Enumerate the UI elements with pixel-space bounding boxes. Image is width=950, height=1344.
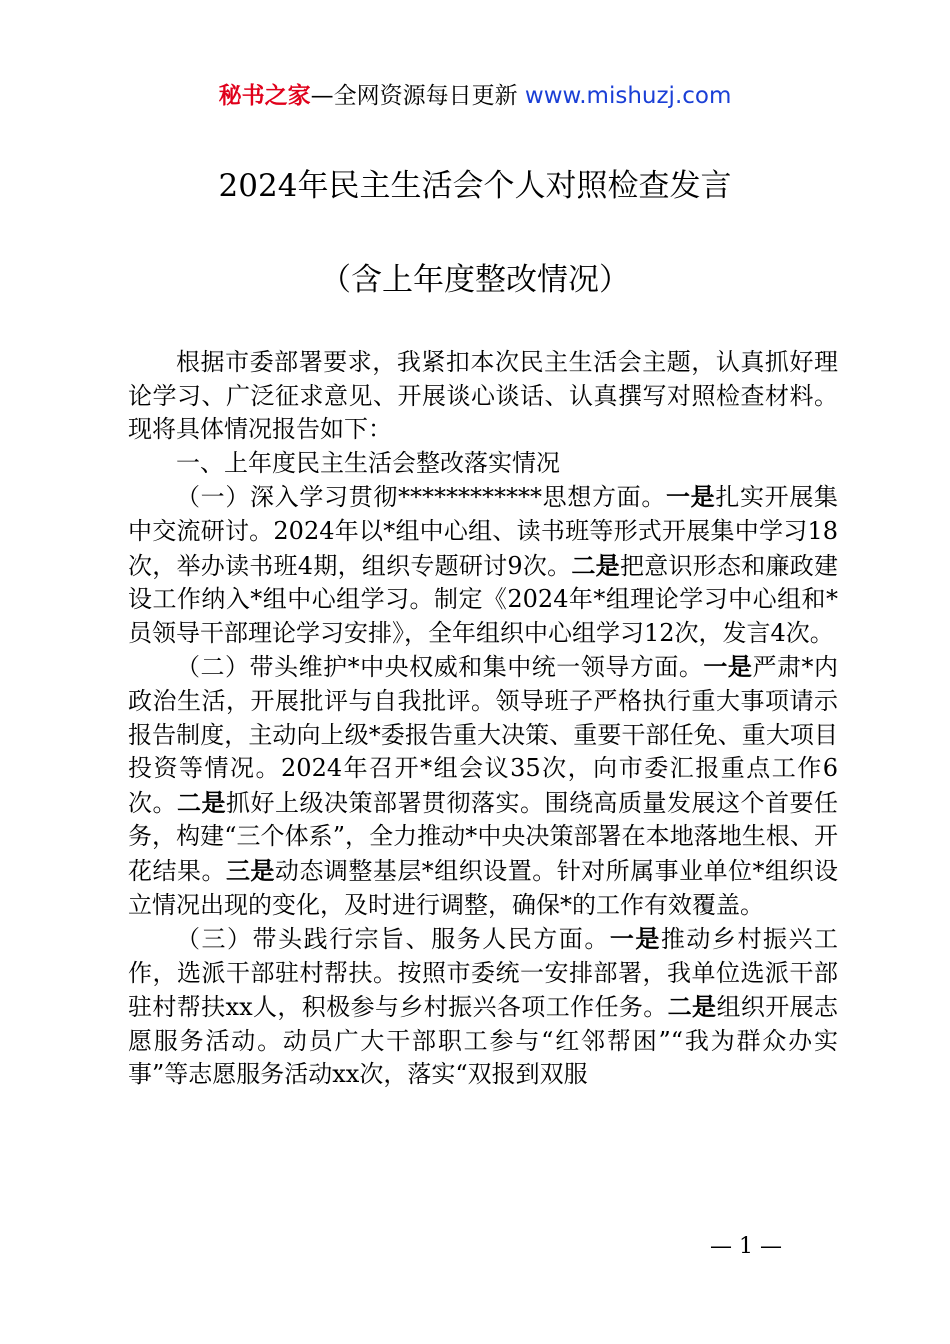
emphasis-text: 一是 (703, 652, 753, 682)
paragraph-text: 把意识形态和廉政建设工作纳入*组中心组学习。制定《2024年*组理论学习中心组和*员领导干部理论学习安排》，全年组织中心组学习12次，发言4次。 (128, 551, 838, 647)
page-number: — 1 — (710, 1234, 782, 1259)
document-title: 2024年民主生活会个人对照检查发言 (218, 168, 732, 204)
emphasis-text: 三是 (225, 855, 275, 885)
document-subtitle: （含上年度整改情况） (320, 262, 630, 298)
paragraph-text: 严肃*内政治生活，开展批评与自我批评。领导班子严格执行重大事项请示报告制度，主动向上级*委报告重大决策、重要干部任免、重大项目投资等情况。2024年召开*组会议35次，向市委汇报重点工作6次。 (128, 653, 839, 817)
emphasis-text: 一是 (666, 482, 716, 512)
paragraph-text: 推动乡村振兴工作，选派干部驻村帮扶。按照市委统一安排部署，我单位选派干部驻村帮扶xx人，积极参与乡村振兴各项工作任务。 (128, 925, 839, 1022)
brand-name: 秘书之家 (218, 83, 311, 109)
emphasis-text: 一是 (609, 924, 661, 954)
body-paragraph (128, 346, 838, 447)
document-body (128, 346, 838, 1092)
paragraph-text: 抓好上级决策部署贯彻落实。围绕高质量发展这个首要任务，构建“三个体系”，全力推动*中央决策部署在本地落地生根、开花结果。 (128, 788, 838, 885)
body-paragraph (128, 922, 838, 1092)
paragraph-text: 组织开展志愿服务活动。动员广大干部职工参与“红邻帮困”“我为群众办实事”等志愿服务活动xx次，落实“双报到双服 (128, 993, 838, 1089)
paragraph-text: 根据市委部署要求，我紧扣本次民主生活会主题，认真抓好理论学习、广泛征求意见、开展谈心谈话、认真撰写对照检查材料。现将具体情况报告如下： (128, 348, 838, 444)
paragraph-text: 扎实开展集中交流研讨。2024年以*组中心组、读书班等形式开展集中学习18次，举办读书班4期，组织专题研讨9次。 (128, 483, 839, 580)
paragraph-text: （二）带头维护*中央权威和集中统一领导方面。 (176, 653, 704, 682)
header-slogan: —全网资源每日更新 (310, 83, 525, 109)
paragraph-text: 一、上年度民主生活会整改落实情况 (176, 448, 560, 477)
paragraph-text: （一）深入学习贯彻************思想方面。 (176, 483, 666, 512)
site-url-link[interactable]: www.mishuzj.com (524, 83, 732, 109)
paragraph-text: 动态调整基层*组织设置。针对所属事业单位*组织设立情况出现的变化，及时进行调整，确保*的工作有效覆盖。 (128, 856, 839, 919)
body-paragraph (128, 480, 838, 650)
emphasis-text: 二是 (571, 550, 620, 580)
paragraph-text: （三）带头践行宗旨、服务人民方面。 (176, 925, 610, 954)
emphasis-text: 二是 (667, 992, 717, 1022)
body-paragraph (128, 447, 838, 481)
body-paragraph (128, 650, 838, 922)
emphasis-text: 二是 (177, 787, 226, 817)
site-header (0, 80, 950, 112)
